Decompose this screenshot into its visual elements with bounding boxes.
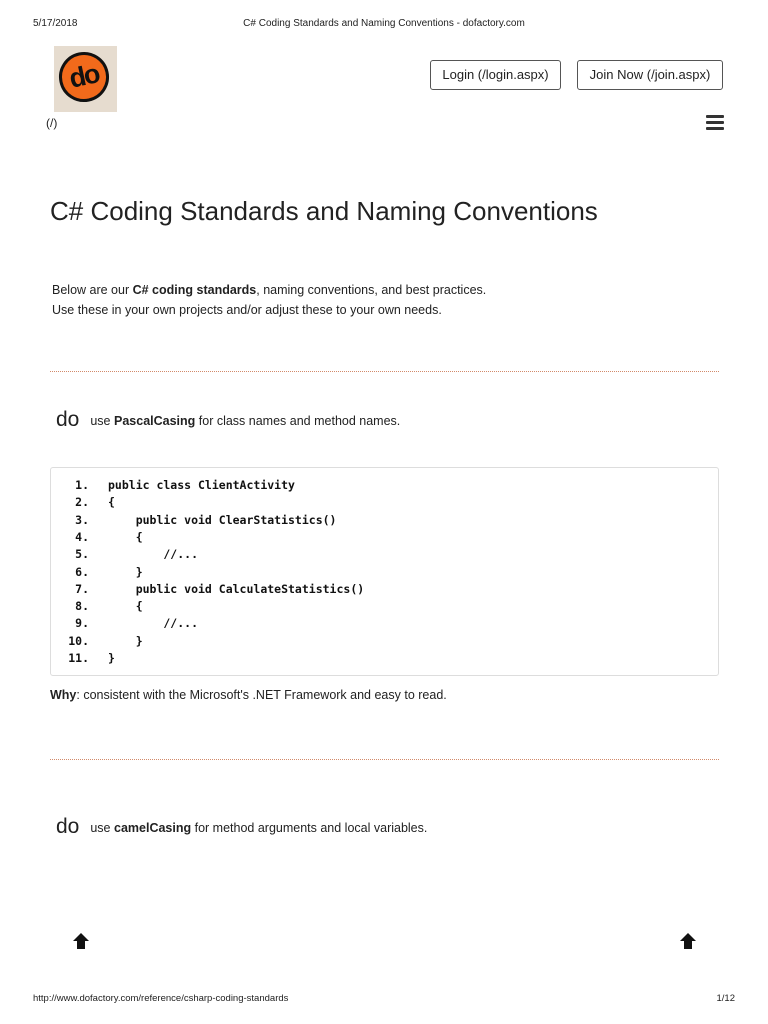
code-line (51, 581, 364, 598)
code-line (51, 633, 143, 650)
why-note (50, 688, 447, 702)
print-date: 5/17/2018 (33, 18, 78, 29)
menu-hamburger-icon[interactable] (706, 115, 724, 131)
code-line (51, 512, 336, 529)
code-line-text: { (108, 529, 143, 544)
code-line (51, 615, 198, 632)
code-line (51, 546, 198, 563)
code-line (51, 598, 143, 615)
code-line-text: } (108, 564, 143, 579)
section-divider (50, 759, 719, 760)
code-line-text: public void CalculateStatistics() (108, 581, 365, 596)
code-line (51, 650, 115, 667)
code-line-number: 10. (68, 633, 89, 648)
code-line-text: { (108, 495, 115, 510)
code-line-text: //... (108, 616, 199, 631)
arrow-up-icon[interactable] (72, 932, 90, 950)
intro-line-1 (52, 280, 486, 300)
rule-pascal-casing (56, 408, 400, 432)
rule-text-post: for method arguments and local variables. (191, 821, 428, 835)
rule-text-pre: use (90, 414, 114, 428)
rule-keyword: camelCasing (114, 821, 192, 835)
print-header (0, 18, 768, 32)
print-page-number: 1/12 (716, 993, 735, 1004)
code-line-number: 5. (75, 547, 89, 562)
page-title: C# Coding Standards and Naming Conventions (50, 196, 598, 226)
code-line-number: 2. (75, 495, 89, 510)
code-line-number: 1. (75, 478, 89, 492)
code-line-text: } (108, 633, 143, 648)
code-line-text: public class ClientActivity (108, 478, 295, 492)
code-line-text: { (108, 599, 143, 614)
code-line-text: //... (108, 547, 199, 562)
why-text: : consistent with the Microsoft's .NET Framework and easy to read. (76, 688, 447, 702)
code-line-number: 4. (75, 529, 89, 544)
home-link[interactable]: (/) (46, 116, 58, 130)
rule-do-label: do (56, 408, 80, 431)
code-line (51, 529, 143, 546)
code-line-number: 11. (68, 651, 89, 665)
code-line (51, 564, 143, 581)
rule-keyword: PascalCasing (114, 414, 196, 428)
arrow-up-icon[interactable] (679, 932, 697, 950)
intro-line-2: Use these in your own projects and/or adjust these to your own needs. (52, 303, 442, 317)
rule-text-pre: use (90, 821, 114, 835)
code-block (50, 467, 719, 676)
login-button[interactable]: Login (/login.aspx) (430, 60, 561, 90)
intro-line1-bold: C# coding standards (132, 283, 257, 297)
code-line-number: 8. (75, 599, 89, 614)
rule-text-post: for class names and method names. (195, 414, 401, 428)
code-line-text: public void ClearStatistics() (108, 512, 337, 527)
intro-line1-pre: Below are our (52, 283, 133, 297)
code-line-number: 6. (75, 564, 89, 579)
code-line-text: } (108, 651, 115, 665)
code-line (51, 477, 295, 494)
print-page-title: C# Coding Standards and Naming Conventions - dofactory.com (243, 18, 525, 29)
rule-do-label: do (56, 815, 80, 838)
print-url: http://www.dofactory.com/reference/csharp-coding-standards (33, 993, 289, 1004)
join-now-button[interactable]: Join Now (/join.aspx) (577, 60, 723, 90)
why-label: Why (50, 688, 77, 702)
code-line (51, 494, 115, 511)
rule-camel-casing (56, 815, 427, 839)
intro-text (52, 280, 486, 320)
site-logo[interactable] (54, 46, 117, 112)
code-line-number: 7. (75, 581, 89, 596)
code-line-number: 9. (75, 616, 89, 631)
logo-do-icon: do (54, 47, 113, 106)
intro-line1-post: , naming conventions, and best practices. (256, 283, 487, 297)
section-divider (50, 371, 719, 372)
code-line-number: 3. (75, 512, 89, 527)
